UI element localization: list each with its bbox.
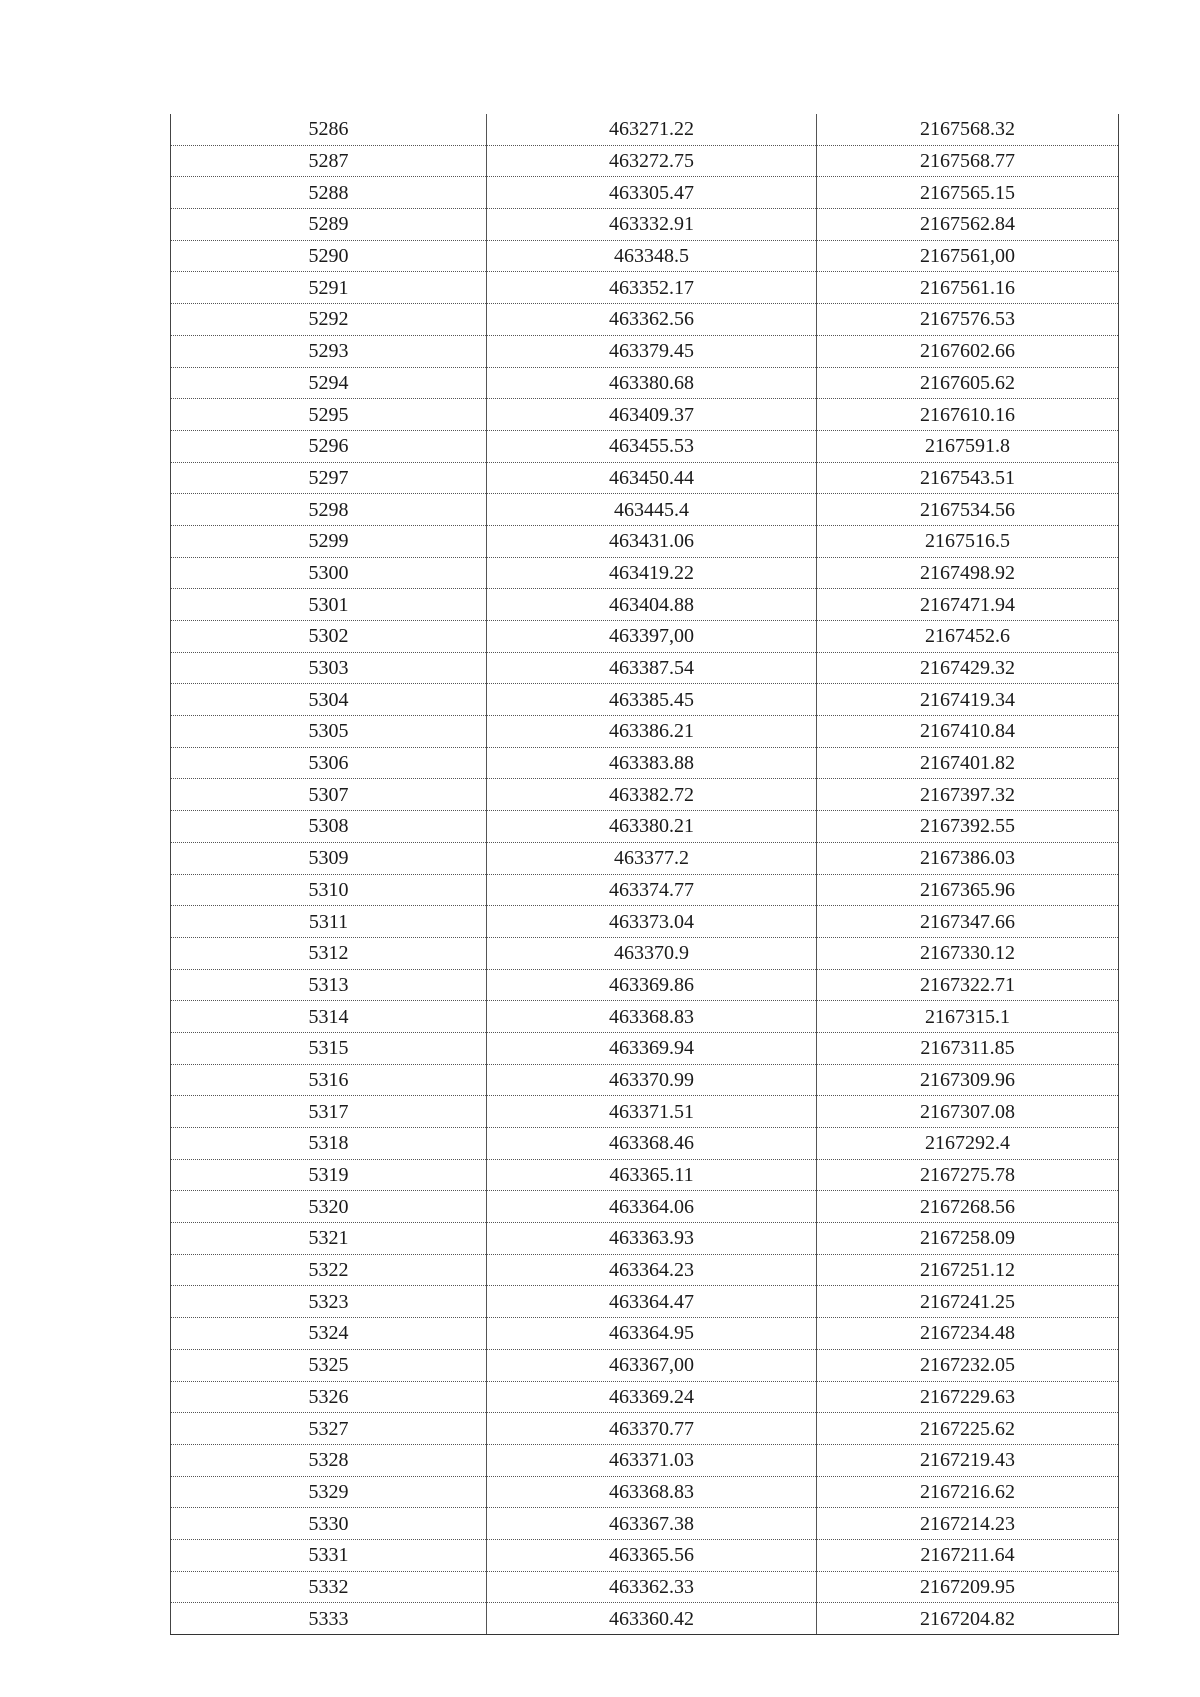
point-id-cell: 5316 xyxy=(171,1064,487,1096)
y-coordinate-cell: 2167365.96 xyxy=(817,874,1119,906)
y-coordinate-cell: 2167347.66 xyxy=(817,906,1119,938)
x-coordinate-cell: 463368.46 xyxy=(487,1128,817,1160)
point-id-cell: 5289 xyxy=(171,209,487,241)
table-row xyxy=(171,969,1119,1001)
point-id-cell: 5321 xyxy=(171,1223,487,1255)
table-row xyxy=(171,1032,1119,1064)
table-row xyxy=(171,1571,1119,1603)
table-row xyxy=(171,399,1119,431)
y-coordinate-cell: 2167315.1 xyxy=(817,1001,1119,1033)
table-row xyxy=(171,1286,1119,1318)
table-row xyxy=(171,114,1119,145)
point-id-cell: 5292 xyxy=(171,304,487,336)
x-coordinate-cell: 463370.9 xyxy=(487,937,817,969)
y-coordinate-cell: 2167211.64 xyxy=(817,1539,1119,1571)
x-coordinate-cell: 463370.99 xyxy=(487,1064,817,1096)
y-coordinate-cell: 2167605.62 xyxy=(817,367,1119,399)
table-row xyxy=(171,145,1119,177)
table-row xyxy=(171,937,1119,969)
x-coordinate-cell: 463363.93 xyxy=(487,1223,817,1255)
y-coordinate-cell: 2167561.16 xyxy=(817,272,1119,304)
x-coordinate-cell: 463348.5 xyxy=(487,240,817,272)
point-id-cell: 5294 xyxy=(171,367,487,399)
y-coordinate-cell: 2167562.84 xyxy=(817,209,1119,241)
y-coordinate-cell: 2167204.82 xyxy=(817,1603,1119,1635)
point-id-cell: 5327 xyxy=(171,1413,487,1445)
point-id-cell: 5297 xyxy=(171,462,487,494)
x-coordinate-cell: 463369.94 xyxy=(487,1032,817,1064)
coordinates-table-body xyxy=(171,114,1119,1635)
x-coordinate-cell: 463371.51 xyxy=(487,1096,817,1128)
point-id-cell: 5301 xyxy=(171,589,487,621)
x-coordinate-cell: 463379.45 xyxy=(487,335,817,367)
table-row xyxy=(171,1159,1119,1191)
y-coordinate-cell: 2167241.25 xyxy=(817,1286,1119,1318)
y-coordinate-cell: 2167534.56 xyxy=(817,494,1119,526)
y-coordinate-cell: 2167498.92 xyxy=(817,557,1119,589)
point-id-cell: 5296 xyxy=(171,430,487,462)
x-coordinate-cell: 463271.22 xyxy=(487,114,817,145)
x-coordinate-cell: 463369.24 xyxy=(487,1381,817,1413)
x-coordinate-cell: 463364.23 xyxy=(487,1254,817,1286)
table-row xyxy=(171,177,1119,209)
y-coordinate-cell: 2167452.6 xyxy=(817,621,1119,653)
x-coordinate-cell: 463364.95 xyxy=(487,1318,817,1350)
y-coordinate-cell: 2167516.5 xyxy=(817,525,1119,557)
point-id-cell: 5298 xyxy=(171,494,487,526)
table-row xyxy=(171,240,1119,272)
point-id-cell: 5306 xyxy=(171,747,487,779)
point-id-cell: 5309 xyxy=(171,842,487,874)
y-coordinate-cell: 2167561,00 xyxy=(817,240,1119,272)
point-id-cell: 5287 xyxy=(171,145,487,177)
y-coordinate-cell: 2167471.94 xyxy=(817,589,1119,621)
y-coordinate-cell: 2167401.82 xyxy=(817,747,1119,779)
x-coordinate-cell: 463365.11 xyxy=(487,1159,817,1191)
y-coordinate-cell: 2167234.48 xyxy=(817,1318,1119,1350)
x-coordinate-cell: 463352.17 xyxy=(487,272,817,304)
point-id-cell: 5328 xyxy=(171,1444,487,1476)
table-row xyxy=(171,1381,1119,1413)
x-coordinate-cell: 463377.2 xyxy=(487,842,817,874)
x-coordinate-cell: 463272.75 xyxy=(487,145,817,177)
point-id-cell: 5315 xyxy=(171,1032,487,1064)
y-coordinate-cell: 2167209.95 xyxy=(817,1571,1119,1603)
x-coordinate-cell: 463450.44 xyxy=(487,462,817,494)
y-coordinate-cell: 2167568.77 xyxy=(817,145,1119,177)
point-id-cell: 5303 xyxy=(171,652,487,684)
point-id-cell: 5286 xyxy=(171,114,487,145)
x-coordinate-cell: 463373.04 xyxy=(487,906,817,938)
y-coordinate-cell: 2167307.08 xyxy=(817,1096,1119,1128)
y-coordinate-cell: 2167229.63 xyxy=(817,1381,1119,1413)
table-row xyxy=(171,1254,1119,1286)
table-row xyxy=(171,589,1119,621)
point-id-cell: 5313 xyxy=(171,969,487,1001)
table-row xyxy=(171,779,1119,811)
y-coordinate-cell: 2167292.4 xyxy=(817,1128,1119,1160)
table-row xyxy=(171,1318,1119,1350)
table-row xyxy=(171,462,1119,494)
x-coordinate-cell: 463362.33 xyxy=(487,1571,817,1603)
y-coordinate-cell: 2167543.51 xyxy=(817,462,1119,494)
x-coordinate-cell: 463332.91 xyxy=(487,209,817,241)
y-coordinate-cell: 2167322.71 xyxy=(817,969,1119,1001)
y-coordinate-cell: 2167429.32 xyxy=(817,652,1119,684)
point-id-cell: 5331 xyxy=(171,1539,487,1571)
table-row xyxy=(171,1349,1119,1381)
y-coordinate-cell: 2167410.84 xyxy=(817,716,1119,748)
point-id-cell: 5319 xyxy=(171,1159,487,1191)
table-row xyxy=(171,621,1119,653)
table-row xyxy=(171,304,1119,336)
y-coordinate-cell: 2167419.34 xyxy=(817,684,1119,716)
x-coordinate-cell: 463387.54 xyxy=(487,652,817,684)
x-coordinate-cell: 463404.88 xyxy=(487,589,817,621)
x-coordinate-cell: 463362.56 xyxy=(487,304,817,336)
y-coordinate-cell: 2167397.32 xyxy=(817,779,1119,811)
point-id-cell: 5293 xyxy=(171,335,487,367)
point-id-cell: 5330 xyxy=(171,1508,487,1540)
table-row xyxy=(171,1603,1119,1635)
y-coordinate-cell: 2167568.32 xyxy=(817,114,1119,145)
x-coordinate-cell: 463368.83 xyxy=(487,1001,817,1033)
y-coordinate-cell: 2167219.43 xyxy=(817,1444,1119,1476)
x-coordinate-cell: 463431.06 xyxy=(487,525,817,557)
point-id-cell: 5290 xyxy=(171,240,487,272)
x-coordinate-cell: 463369.86 xyxy=(487,969,817,1001)
x-coordinate-cell: 463455.53 xyxy=(487,430,817,462)
y-coordinate-cell: 2167386.03 xyxy=(817,842,1119,874)
x-coordinate-cell: 463397,00 xyxy=(487,621,817,653)
table-row xyxy=(171,1096,1119,1128)
table-row xyxy=(171,525,1119,557)
table-row xyxy=(171,1001,1119,1033)
table-row xyxy=(171,494,1119,526)
x-coordinate-cell: 463419.22 xyxy=(487,557,817,589)
x-coordinate-cell: 463374.77 xyxy=(487,874,817,906)
point-id-cell: 5325 xyxy=(171,1349,487,1381)
table-row xyxy=(171,1539,1119,1571)
table-row xyxy=(171,842,1119,874)
table-row xyxy=(171,557,1119,589)
y-coordinate-cell: 2167216.62 xyxy=(817,1476,1119,1508)
point-id-cell: 5291 xyxy=(171,272,487,304)
x-coordinate-cell: 463380.68 xyxy=(487,367,817,399)
table-row xyxy=(171,335,1119,367)
x-coordinate-cell: 463380.21 xyxy=(487,811,817,843)
x-coordinate-cell: 463305.47 xyxy=(487,177,817,209)
y-coordinate-cell: 2167258.09 xyxy=(817,1223,1119,1255)
x-coordinate-cell: 463370.77 xyxy=(487,1413,817,1445)
y-coordinate-cell: 2167268.56 xyxy=(817,1191,1119,1223)
x-coordinate-cell: 463382.72 xyxy=(487,779,817,811)
table-row xyxy=(171,430,1119,462)
table-row xyxy=(171,747,1119,779)
y-coordinate-cell: 2167591.8 xyxy=(817,430,1119,462)
x-coordinate-cell: 463383.88 xyxy=(487,747,817,779)
y-coordinate-cell: 2167330.12 xyxy=(817,937,1119,969)
x-coordinate-cell: 463364.06 xyxy=(487,1191,817,1223)
y-coordinate-cell: 2167565.15 xyxy=(817,177,1119,209)
point-id-cell: 5307 xyxy=(171,779,487,811)
table-row xyxy=(171,811,1119,843)
y-coordinate-cell: 2167311.85 xyxy=(817,1032,1119,1064)
y-coordinate-cell: 2167275.78 xyxy=(817,1159,1119,1191)
x-coordinate-cell: 463445.4 xyxy=(487,494,817,526)
point-id-cell: 5288 xyxy=(171,177,487,209)
point-id-cell: 5314 xyxy=(171,1001,487,1033)
x-coordinate-cell: 463385.45 xyxy=(487,684,817,716)
table-row xyxy=(171,1444,1119,1476)
x-coordinate-cell: 463367.38 xyxy=(487,1508,817,1540)
table-row xyxy=(171,1476,1119,1508)
table-row xyxy=(171,652,1119,684)
x-coordinate-cell: 463368.83 xyxy=(487,1476,817,1508)
point-id-cell: 5332 xyxy=(171,1571,487,1603)
table-row xyxy=(171,272,1119,304)
table-row xyxy=(171,367,1119,399)
point-id-cell: 5326 xyxy=(171,1381,487,1413)
point-id-cell: 5304 xyxy=(171,684,487,716)
point-id-cell: 5311 xyxy=(171,906,487,938)
y-coordinate-cell: 2167576.53 xyxy=(817,304,1119,336)
x-coordinate-cell: 463364.47 xyxy=(487,1286,817,1318)
table-row xyxy=(171,716,1119,748)
point-id-cell: 5333 xyxy=(171,1603,487,1635)
point-id-cell: 5310 xyxy=(171,874,487,906)
point-id-cell: 5302 xyxy=(171,621,487,653)
point-id-cell: 5329 xyxy=(171,1476,487,1508)
point-id-cell: 5322 xyxy=(171,1254,487,1286)
y-coordinate-cell: 2167602.66 xyxy=(817,335,1119,367)
point-id-cell: 5323 xyxy=(171,1286,487,1318)
table-row xyxy=(171,684,1119,716)
y-coordinate-cell: 2167392.55 xyxy=(817,811,1119,843)
y-coordinate-cell: 2167251.12 xyxy=(817,1254,1119,1286)
table-row xyxy=(171,906,1119,938)
point-id-cell: 5317 xyxy=(171,1096,487,1128)
y-coordinate-cell: 2167232.05 xyxy=(817,1349,1119,1381)
point-id-cell: 5312 xyxy=(171,937,487,969)
point-id-cell: 5295 xyxy=(171,399,487,431)
table-row xyxy=(171,1413,1119,1445)
y-coordinate-cell: 2167610.16 xyxy=(817,399,1119,431)
coordinates-table xyxy=(170,114,1119,1635)
x-coordinate-cell: 463371.03 xyxy=(487,1444,817,1476)
point-id-cell: 5299 xyxy=(171,525,487,557)
table-row xyxy=(171,209,1119,241)
x-coordinate-cell: 463365.56 xyxy=(487,1539,817,1571)
point-id-cell: 5308 xyxy=(171,811,487,843)
x-coordinate-cell: 463360.42 xyxy=(487,1603,817,1635)
table-row xyxy=(171,874,1119,906)
table-row xyxy=(171,1508,1119,1540)
y-coordinate-cell: 2167225.62 xyxy=(817,1413,1119,1445)
table-row xyxy=(171,1064,1119,1096)
point-id-cell: 5320 xyxy=(171,1191,487,1223)
x-coordinate-cell: 463409.37 xyxy=(487,399,817,431)
point-id-cell: 5318 xyxy=(171,1128,487,1160)
point-id-cell: 5305 xyxy=(171,716,487,748)
y-coordinate-cell: 2167309.96 xyxy=(817,1064,1119,1096)
table-row xyxy=(171,1223,1119,1255)
point-id-cell: 5300 xyxy=(171,557,487,589)
table-row xyxy=(171,1191,1119,1223)
table-row xyxy=(171,1128,1119,1160)
point-id-cell: 5324 xyxy=(171,1318,487,1350)
x-coordinate-cell: 463367,00 xyxy=(487,1349,817,1381)
y-coordinate-cell: 2167214.23 xyxy=(817,1508,1119,1540)
x-coordinate-cell: 463386.21 xyxy=(487,716,817,748)
